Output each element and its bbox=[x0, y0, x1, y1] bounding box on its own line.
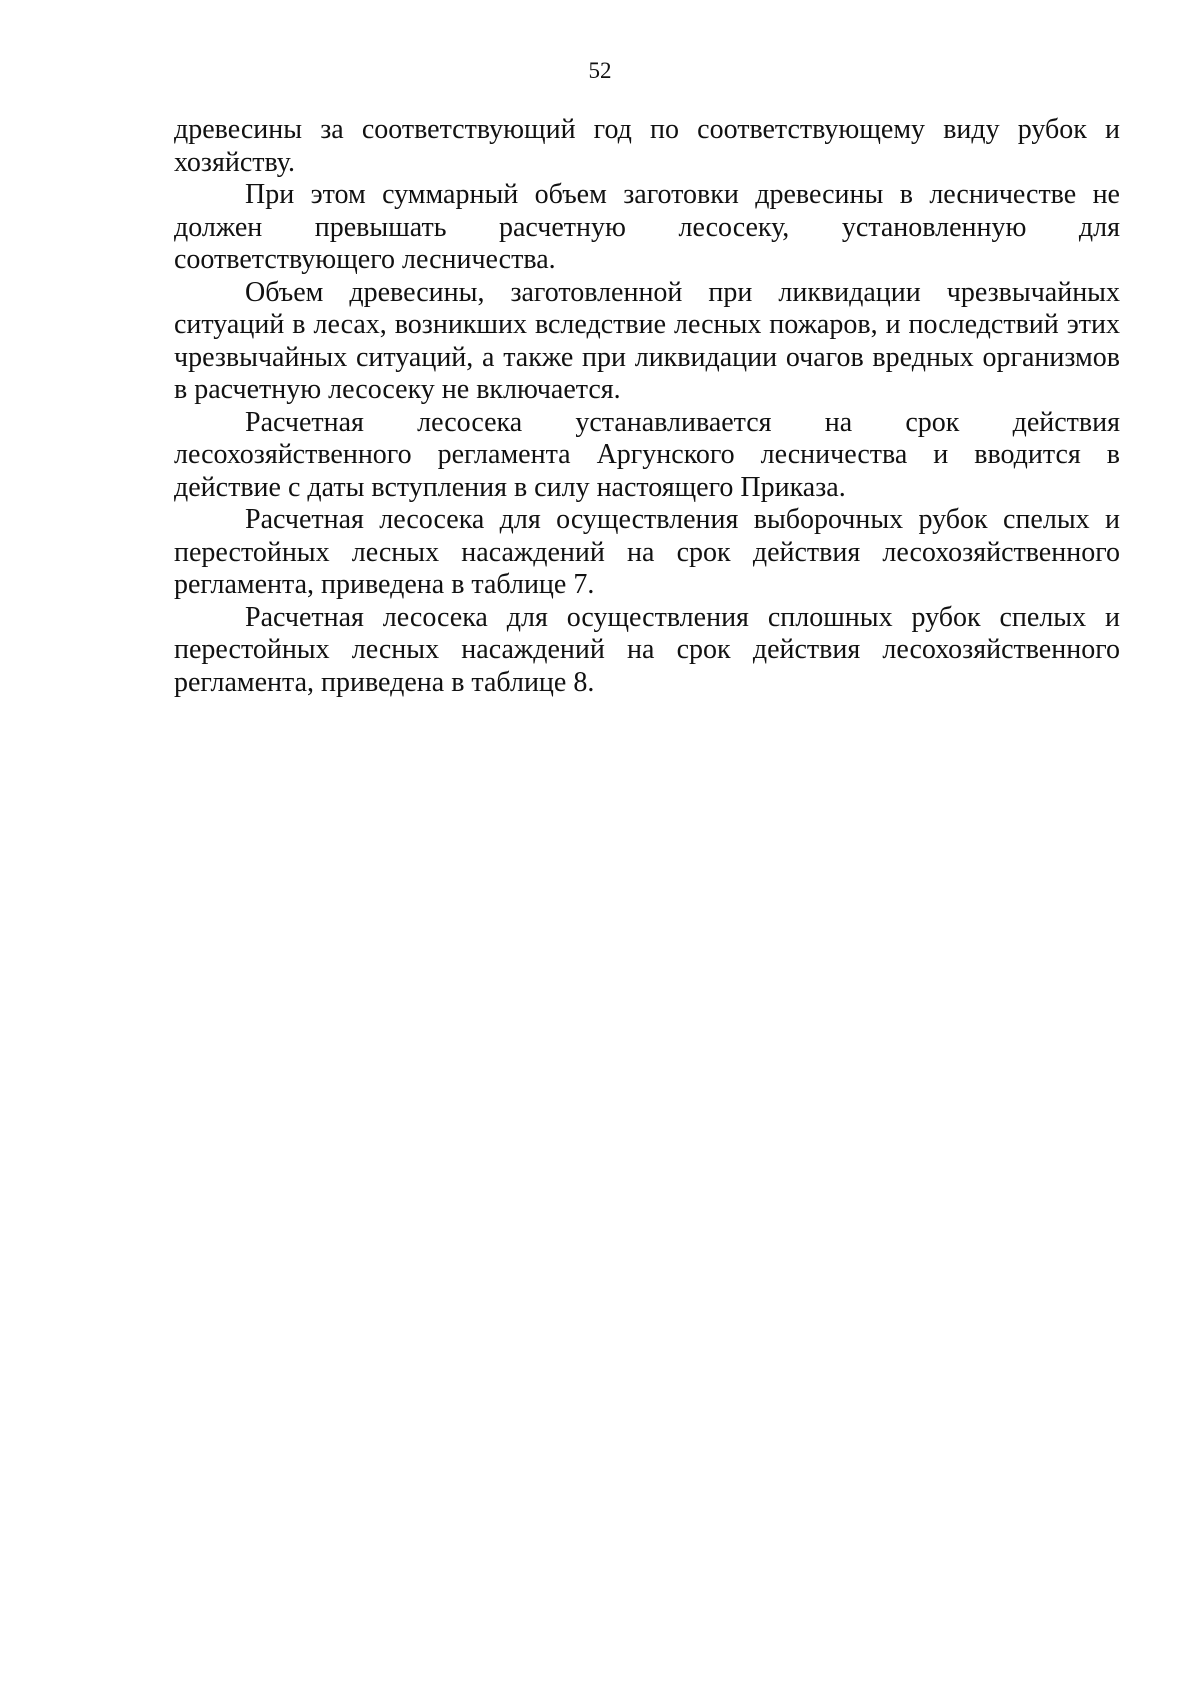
paragraph-emergency-exclusion: Объем древесины, заготовленной при ликвидации чрезвычайных ситуаций в лесах, возникших вследствие лесных пожаров, и последствий этих чрезвычайных ситуаций, а также при ликвидации очагов вредных организмов в расчетную лесосеку не включается. bbox=[174, 276, 1120, 405]
document-body bbox=[174, 114, 1120, 699]
paragraph-selective-cutting: Расчетная лесосека для осуществления выборочных рубок спелых и перестойных лесных насаждений на срок действия лесохозяйственного регламента, приведена в таблице 7. bbox=[174, 504, 1120, 600]
paragraph-clear-cutting: Расчетная лесосека для осуществления сплошных рубок спелых и перестойных лесных насаждений на срок действия лесохозяйственного регламента, приведена в таблице 8. bbox=[174, 601, 1120, 698]
paragraph-total-volume: При этом суммарный объем заготовки древесины в лесничестве не должен превышать расчетную лесосеку, установленную для соответствующего лесничества. bbox=[174, 179, 1120, 275]
paragraph-continuation: древесины за соответствующий год по соответствующему виду рубок и хозяйству. bbox=[174, 114, 1120, 178]
page-number: 52 bbox=[588, 58, 612, 83]
paragraph-validity-period: Расчетная лесосека устанавливается на срок действия лесохозяйственного регламента Аргунского лесничества и вводится в действие с даты вступления в силу настоящего Приказа. bbox=[174, 406, 1120, 503]
